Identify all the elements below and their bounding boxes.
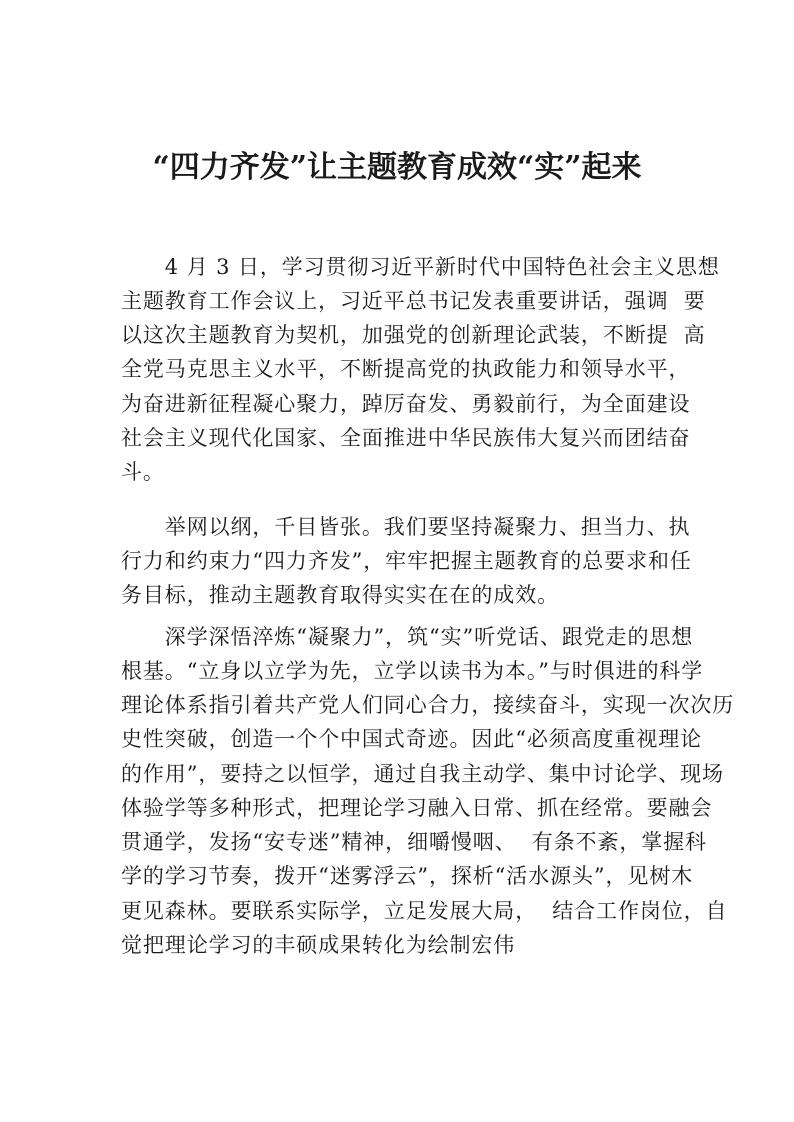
body-line: 社会主义现代化国家、全面推进中华民族伟大复兴而团结奋	[121, 426, 691, 450]
body-line: 的作用”，要持之以恒学，通过自我主动学、集中讨论学、现场	[121, 762, 724, 786]
body-line: 主题教育工作会议上，习近平总书记发表重要讲话，强调 要	[121, 289, 706, 313]
body-line: 深学深悟淬炼“凝聚力”，筑“实”听党话、跟党走的思想	[121, 625, 694, 649]
body-line: 史性突破，创造一个个中国式奇迹。因此“必须高度重视理论	[121, 727, 703, 751]
body-line: 以这次主题教育为契机，加强党的创新理论武装，不断提 高	[121, 323, 706, 347]
body-line: 觉把理论学习的丰硕成果转化为绘制宏伟	[121, 933, 516, 957]
document-title: “四力齐发”让主题教育成效“实”起来	[152, 150, 642, 185]
body-line: 4 月 3 日，学习贯彻习近平新时代中国特色社会主义思想	[121, 255, 720, 279]
body-line: 举网以纲，千目皆张。我们要坚持凝聚力、担当力、执	[121, 515, 691, 539]
body-line: 为奋进新征程凝心聚力，踔厉奋发、勇毅前行，为全面建设	[121, 392, 691, 416]
body-line: 行力和约束力“四力齐发”，牢牢把握主题教育的总要求和任	[121, 549, 692, 573]
body-line: 全党马克思主义水平，不断提高党的执政能力和领导水平，	[121, 357, 691, 381]
body-line: 务目标，推动主题教育取得实实在在的成效。	[121, 583, 559, 607]
body-line: 贯通学，发扬“安专迷”精神，细嚼慢咽、 有条不紊，掌握科	[121, 830, 707, 854]
body-line: 体验学等多种形式，把理论学习融入日常、抓在经常。要融会	[121, 796, 713, 820]
body-line: 理论体系指引着共产党人们同心合力，接续奋斗，实现一次次历	[121, 693, 735, 717]
body-line: 更见森林。要联系实际学，立足发展大局， 结合工作岗位，自	[121, 899, 728, 923]
body-line: 斗。	[121, 460, 165, 484]
body-line: 根基。“立身以立学为先，立学以读书为本。”与时俱进的科学	[121, 659, 704, 683]
body-line: 学的学习节奏，拨开“迷雾浮云”，探析“活水源头”，见树木	[121, 864, 694, 888]
